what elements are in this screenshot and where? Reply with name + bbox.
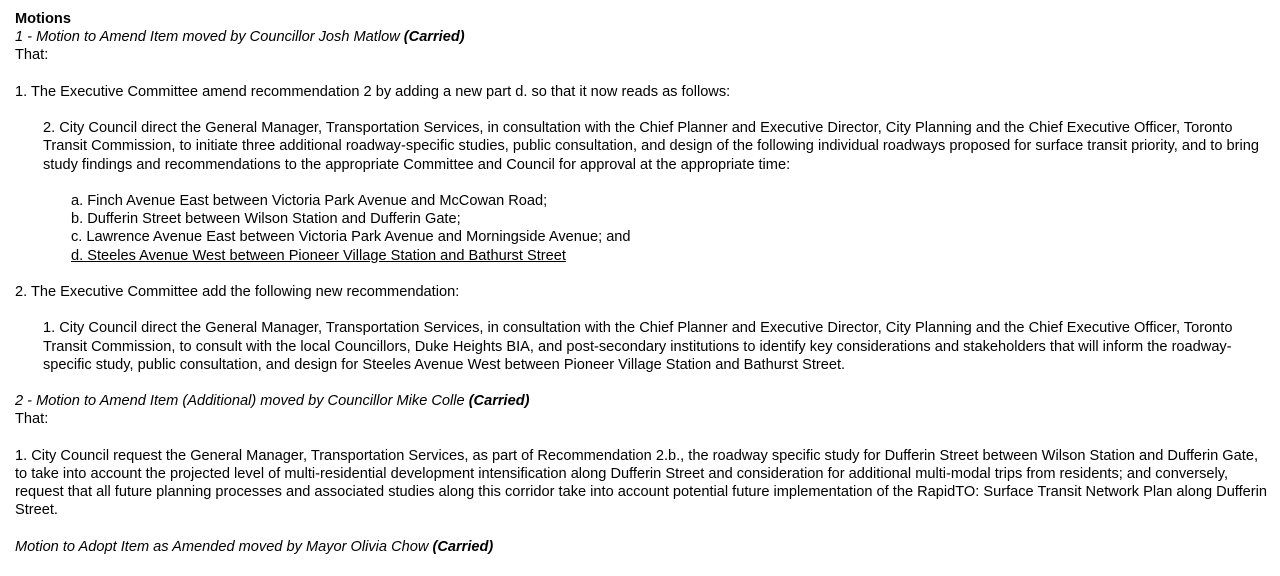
motions-heading: Motions (15, 11, 71, 27)
roadway-item-c: c. Lawrence Avenue East between Victoria Park Avenue and Morningside Avenue; and (71, 229, 631, 246)
motion-1-paragraph-2-sub: 1. City Council direct the General Manager, Transportation Services, in consultation with the Chief Planner and Executive Director, City Planning and the Chief Executive Officer, Toronto Transit Commission, to consult with the local Councillors, Duke Heights BIA, and post-secondary institutions to identify key considerations and stakeholders that will inform the roadway-specific study, public consultation, and design for Steeles Avenue West between Pioneer Village Station and Bathurst Street. (43, 320, 1233, 373)
motion-1-paragraph-1: 1. The Executive Committee amend recommendation 2 by adding a new part d. so that it now reads as follows: (15, 83, 731, 100)
motion-3-title: Motion to Adopt Item as Amended moved by Mayor Olivia Chow (15, 538, 429, 555)
motion-1-paragraph-2: 2. The Executive Committee add the following new recommendation: (15, 283, 460, 300)
roadway-item-d: d. Steeles Avenue West between Pioneer Village Station and Bathurst Street (71, 247, 566, 264)
motion-2-title-line (15, 392, 1274, 410)
motion-1-title-line (15, 28, 1274, 46)
roadway-item-b: b. Dufferin Street between Wilson Station and Dufferin Gate; (71, 211, 461, 228)
motion-1-roadway-list (71, 192, 1274, 265)
motion-2-paragraph-1: 1. City Council request the General Manager, Transportation Services, as part of Recommendation 2.b., the roadway specific study for Dufferin Street between Wilson Station and Dufferin Gate, to take into account the projected level of multi-residential development intensification along Dufferin Street and consideration for additional multi-modal trips from residents; and conversely, request that all future planning processes and associated studies along this corridor take into account potential future implementation of the RapidTO: Surface Transit Network Plan along Dufferin Street. (15, 447, 1267, 519)
motion-1-that: That: (15, 47, 49, 64)
motion-1-title: 1 - Motion to Amend Item moved by Councillor Josh Matlow (15, 29, 400, 46)
motion-3-title-line (15, 538, 1274, 556)
motion-3-status: (Carried) (432, 538, 494, 555)
motion-2-that: That: (15, 411, 49, 428)
motion-1-status: (Carried) (403, 29, 465, 46)
roadway-item-a: a. Finch Avenue East between Victoria Park Avenue and McCowan Road; (71, 192, 548, 209)
motion-2-title: 2 - Motion to Amend Item (Additional) moved by Councillor Mike Colle (15, 393, 465, 410)
motion-2-status: (Carried) (468, 393, 530, 410)
motion-1-paragraph-1-sub: 2. City Council direct the General Manager, Transportation Services, in consultation with the Chief Planner and Executive Director, City Planning and the Chief Executive Officer, Toronto Transit Commission, to initiate three additional roadway-specific studies, public consultation, and design of the following individual roadways proposed for surface transit priority, and to bring study findings and recommendations to the appropriate Committee and Council for approval at the appropriate time: (43, 120, 1259, 173)
